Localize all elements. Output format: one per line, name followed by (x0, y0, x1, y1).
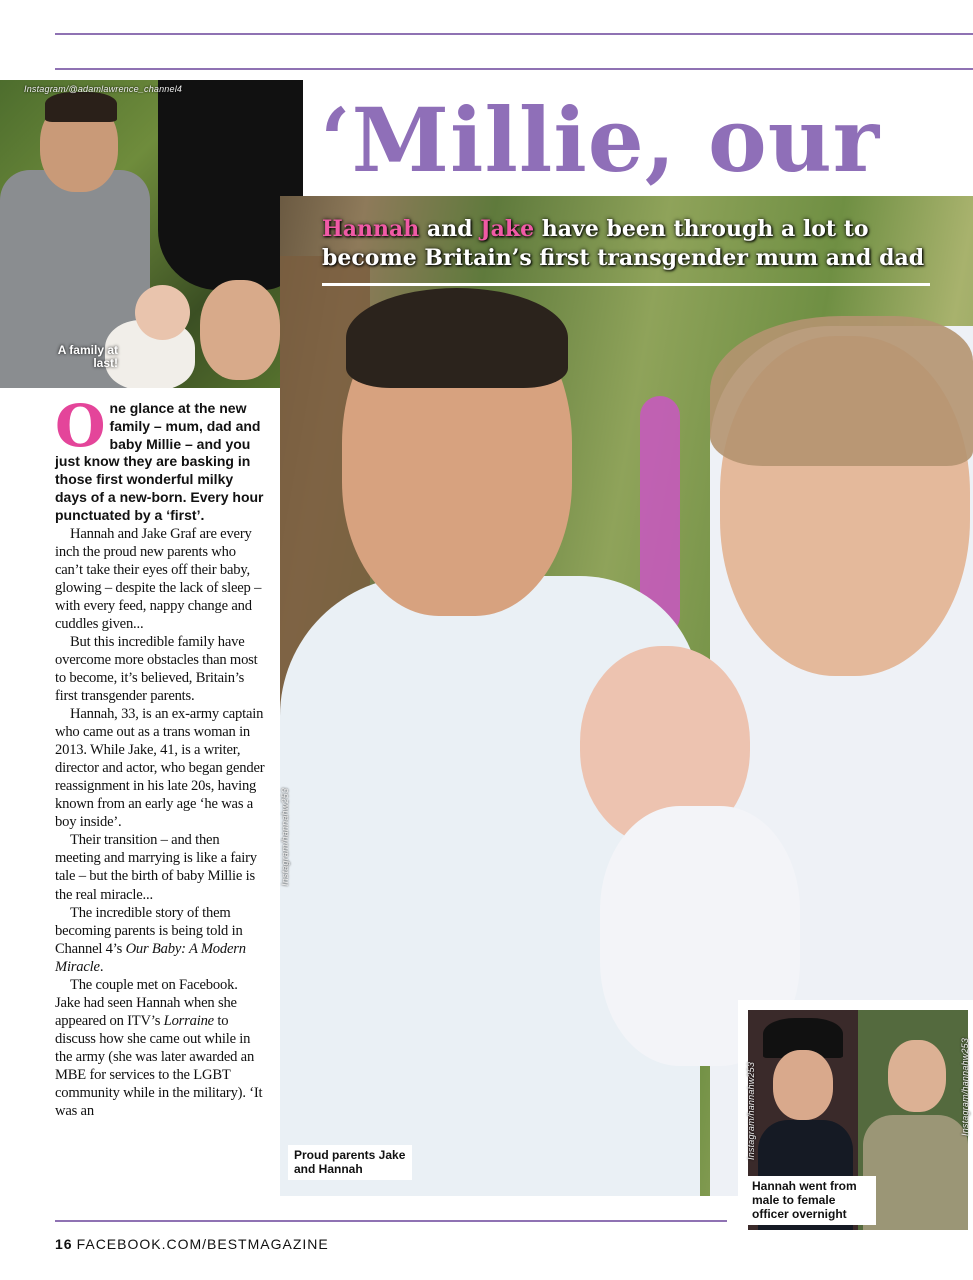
subhead-name-jake: Jake (480, 216, 535, 242)
show-title: Our Baby: A Modern Miracle (55, 940, 246, 975)
paragraph-5 (55, 904, 265, 976)
jake-hair-shape (346, 288, 568, 388)
drop-cap: O (55, 392, 106, 460)
footer-rule (55, 1220, 727, 1222)
family-photo-caption: A family at last! (57, 343, 118, 370)
page-footer (55, 1236, 329, 1252)
article-body (55, 392, 265, 1120)
top-rule (55, 33, 973, 35)
lorraine-title: Lorraine (163, 1012, 214, 1029)
paragraph-2: But this incredible family have overcome more obstacles than most to become, it’s believed, Britain’s first transgender parents. (55, 633, 258, 704)
subheadline (322, 215, 962, 273)
army-photo-credit-right: Instagram/hannahw253 (960, 1037, 970, 1136)
paragraph-5-text: The incredible story of them becoming parents is being told in Channel 4’s (55, 904, 243, 957)
subhead-and: and (419, 216, 481, 242)
paragraph-6-end: to discuss how she came out while in the army (she was later awarded an MBE for services to the LGBT community while in the military). ‘It was an (55, 1012, 263, 1120)
paragraph-4: Their transition – and then meeting and marrying is like a fairy tale – but the birth of baby Millie is the real miracle... (55, 832, 257, 903)
paragraph-3: Hannah, 33, is an ex-army captain who came out as a trans woman in 2013. While Jake, 41, is a writer, director and actor, who began gender reassignment in his late 20s, having known from an early age ‘he was a boy inside’. (55, 706, 265, 831)
page-number: 16 (55, 1236, 73, 1252)
army-photo-credit-left: Instagram/hannahw253 (746, 1061, 756, 1160)
baby-face-shape (135, 285, 190, 340)
headline: ‘Millie, our (320, 88, 881, 192)
army-inset-photo (738, 1000, 973, 1245)
main-photo-credit: Instagram/hannahw253 (280, 787, 290, 886)
article-intro (55, 392, 265, 525)
subhead-text: have been through a lot to become Britain’s first transgender mum and dad (322, 216, 925, 271)
subhead-name-hannah: Hannah (322, 216, 420, 242)
main-photo-caption: Proud parents Jake and Hannah (288, 1145, 412, 1180)
header-rule (55, 68, 973, 70)
intro-text: ne glance at the new family – mum, dad and baby Millie – and you just know they are basking in those first wonderful milky days of a new-born. Every hour punctuated by a ‘first’. (55, 400, 264, 523)
officer-face-shape (773, 1050, 833, 1120)
footer-url[interactable]: FACEBOOK.COM/BESTMAGAZINE (76, 1236, 329, 1252)
family-photo (0, 80, 303, 388)
hannah-hair-shape (710, 316, 973, 466)
hannah-officer-face-shape (888, 1040, 946, 1112)
paragraph-5-end: . (99, 958, 104, 975)
paragraph-6-text: The couple met on Facebook. Jake had seen Hannah when she appeared on ITV’s (55, 976, 238, 1029)
mum-face-shape (200, 280, 280, 380)
family-photo-credit: Instagram/@adamlawrence_channel4 (24, 84, 183, 94)
dad-hair-shape (45, 92, 117, 122)
paragraph-6 (55, 976, 265, 1120)
army-photo-caption: Hannah went from male to female officer overnight (746, 1176, 876, 1225)
paragraph-1: Hannah and Jake Graf are every inch the proud new parents who can’t take their eyes off their baby, glowing – despite the lack of sleep – with every feed, nappy change and cuddles given... (55, 525, 262, 632)
subhead-underline (322, 283, 930, 286)
combat-uniform-shape (863, 1115, 968, 1230)
